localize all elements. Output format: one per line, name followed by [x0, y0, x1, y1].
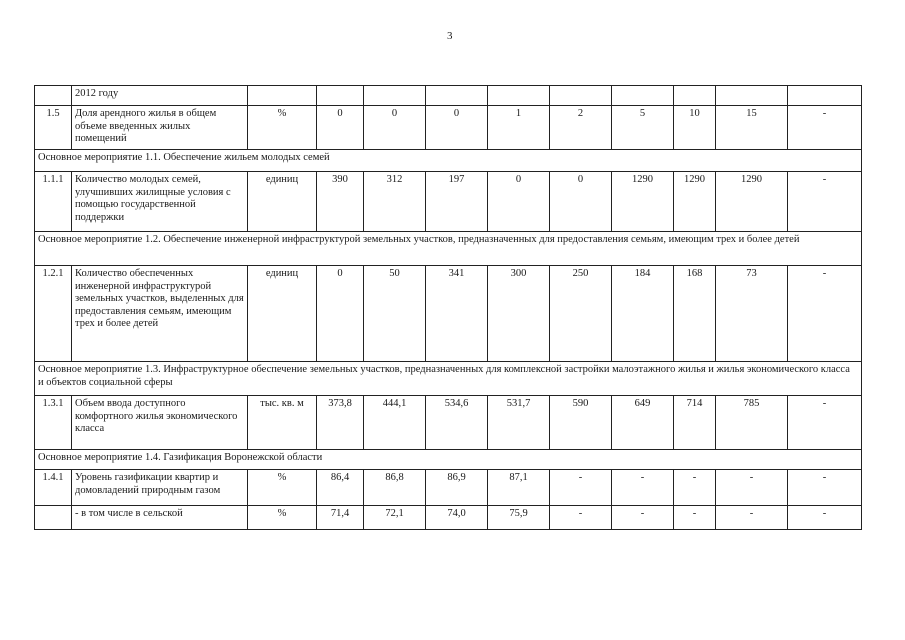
value-cell: 250 [550, 266, 612, 362]
value-cell: 87,1 [488, 470, 550, 506]
value-cell: 2 [550, 106, 612, 150]
value-cell: 390 [317, 172, 364, 232]
value-cell [612, 86, 674, 106]
value-cell: - [674, 506, 716, 530]
value-cell: 300 [488, 266, 550, 362]
section-row [35, 150, 862, 172]
value-cell: - [788, 266, 862, 362]
value-cell: - [788, 106, 862, 150]
value-cell: 0 [488, 172, 550, 232]
row-code [35, 506, 72, 530]
value-cell: 73 [716, 266, 788, 362]
value-cell: - [716, 470, 788, 506]
unit-cell: % [248, 470, 317, 506]
value-cell: 15 [716, 106, 788, 150]
value-cell: 0 [364, 106, 426, 150]
value-cell [426, 86, 488, 106]
unit-cell: единиц [248, 172, 317, 232]
value-cell: - [612, 470, 674, 506]
value-cell: 534,6 [426, 396, 488, 450]
table-row [35, 106, 862, 150]
indicator-name: Доля арендного жилья в общем объеме введенных жилых помещений [72, 106, 248, 150]
value-cell: 1290 [716, 172, 788, 232]
unit-cell: % [248, 506, 317, 530]
value-cell: 168 [674, 266, 716, 362]
value-cell: 590 [550, 396, 612, 450]
value-cell: - [788, 470, 862, 506]
value-cell: 714 [674, 396, 716, 450]
unit-cell [248, 86, 317, 106]
unit-cell: единиц [248, 266, 317, 362]
table-row [35, 266, 862, 362]
value-cell: 86,4 [317, 470, 364, 506]
table-row [35, 470, 862, 506]
unit-cell: % [248, 106, 317, 150]
table-row [35, 172, 862, 232]
value-cell: - [788, 172, 862, 232]
value-cell: 0 [317, 106, 364, 150]
value-cell: - [788, 506, 862, 530]
page-number: 3 [447, 30, 453, 42]
value-cell: 312 [364, 172, 426, 232]
value-cell: 74,0 [426, 506, 488, 530]
value-cell: 75,9 [488, 506, 550, 530]
value-cell: 1 [488, 106, 550, 150]
value-cell [364, 86, 426, 106]
row-code: 1.2.1 [35, 266, 72, 362]
value-cell: - [788, 396, 862, 450]
section-title: Основное мероприятие 1.1. Обеспечение жильем молодых семей [35, 150, 862, 172]
indicator-name: 2012 году [72, 86, 248, 106]
value-cell: 373,8 [317, 396, 364, 450]
value-cell: 341 [426, 266, 488, 362]
value-cell: 1290 [674, 172, 716, 232]
indicator-name: Количество обеспеченных инженерной инфраструктурой земельных участков, выделенных для предоставления семьям, имеющим трех и более детей [72, 266, 248, 362]
value-cell: 71,4 [317, 506, 364, 530]
value-cell [488, 86, 550, 106]
indicator-name: - в том числе в сельской [72, 506, 248, 530]
unit-cell: тыс. кв. м [248, 396, 317, 450]
value-cell: - [674, 470, 716, 506]
value-cell: 785 [716, 396, 788, 450]
value-cell [317, 86, 364, 106]
section-title: Основное мероприятие 1.4. Газификация Воронежской области [35, 450, 862, 470]
value-cell [550, 86, 612, 106]
section-row [35, 450, 862, 470]
indicators-table [34, 85, 862, 530]
value-cell: - [716, 506, 788, 530]
table-row [35, 86, 862, 106]
value-cell: - [550, 470, 612, 506]
section-title: Основное мероприятие 1.2. Обеспечение инженерной инфраструктурой земельных участков, предназначенных для предоставления семьям, имеющим трех и более детей [35, 232, 862, 266]
value-cell: 0 [426, 106, 488, 150]
row-code [35, 86, 72, 106]
row-code: 1.3.1 [35, 396, 72, 450]
value-cell: 72,1 [364, 506, 426, 530]
value-cell: 649 [612, 396, 674, 450]
value-cell: 86,8 [364, 470, 426, 506]
value-cell: 184 [612, 266, 674, 362]
value-cell: 10 [674, 106, 716, 150]
value-cell: - [612, 506, 674, 530]
table-row [35, 506, 862, 530]
row-code: 1.4.1 [35, 470, 72, 506]
value-cell: 197 [426, 172, 488, 232]
value-cell: 444,1 [364, 396, 426, 450]
value-cell [788, 86, 862, 106]
indicator-name: Уровень газификации квартир и домовладений природным газом [72, 470, 248, 506]
value-cell: - [550, 506, 612, 530]
value-cell: 50 [364, 266, 426, 362]
indicator-name: Объем ввода доступного комфортного жилья экономического класса [72, 396, 248, 450]
value-cell: 5 [612, 106, 674, 150]
value-cell: 1290 [612, 172, 674, 232]
section-row [35, 362, 862, 396]
value-cell [674, 86, 716, 106]
value-cell [716, 86, 788, 106]
row-code: 1.1.1 [35, 172, 72, 232]
value-cell: 531,7 [488, 396, 550, 450]
section-row [35, 232, 862, 266]
indicator-name: Количество молодых семей, улучшивших жилищные условия с помощью государственной поддержки [72, 172, 248, 232]
section-title: Основное мероприятие 1.3. Инфраструктурное обеспечение земельных участков, предназначенных для комплексной застройки малоэтажного жилья и жилья экономического класса и объектов социальной сферы [35, 362, 862, 396]
value-cell: 0 [550, 172, 612, 232]
row-code: 1.5 [35, 106, 72, 150]
value-cell: 0 [317, 266, 364, 362]
value-cell: 86,9 [426, 470, 488, 506]
table-row [35, 396, 862, 450]
